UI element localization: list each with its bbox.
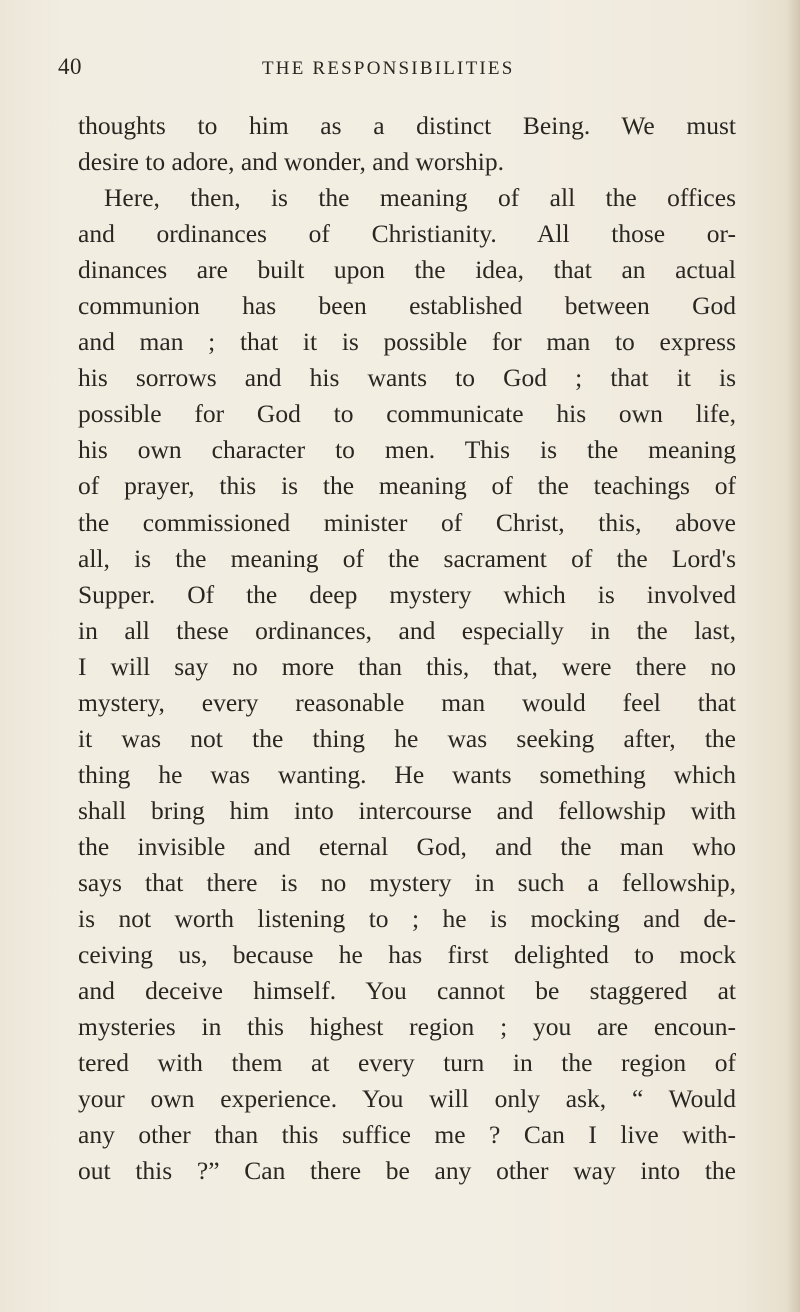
running-head: THE RESPONSIBILITIES — [262, 58, 515, 79]
text-line: any other than this suffice me ? Can I live with- — [78, 1120, 736, 1150]
text-line: your own experience. You will only ask, “ Would — [78, 1084, 736, 1114]
text-line: mysteries in this highest region ; you are encoun- — [78, 1012, 736, 1042]
text-line: all, is the meaning of the sacrament of the Lord's — [78, 543, 736, 573]
text-line: tered with them at every turn in the region of — [78, 1048, 736, 1078]
text-line: Here, then, is the meaning of all the offices — [104, 183, 736, 213]
text-line: the invisible and eternal God, and the man who — [78, 831, 736, 861]
text-line: ceiving us, because he has first delighted to mock — [78, 940, 736, 970]
body-text — [78, 108, 736, 1189]
page-number: 40 — [58, 54, 82, 79]
text-line: shall bring him into intercourse and fellowship with — [78, 795, 736, 825]
text-line: his own character to men. This is the meaning — [78, 435, 736, 465]
text-line: in all these ordinances, and especially in the last, — [78, 615, 736, 645]
text-line: Supper. Of the deep mystery which is involved — [78, 579, 736, 609]
text-line: dinances are built upon the idea, that an actual — [78, 255, 736, 285]
page-header — [58, 54, 748, 88]
text-line: is not worth listening to ; he is mocking and de- — [78, 904, 736, 934]
text-line: possible for God to communicate his own life, — [78, 399, 736, 429]
text-line: out this ?” Can there be any other way into the — [78, 1156, 736, 1186]
text-line: thing he was wanting. He wants something which — [78, 759, 736, 789]
text-line: communion has been established between God — [78, 291, 736, 321]
text-line: the commissioned minister of Christ, this, above — [78, 507, 736, 537]
text-line: mystery, every reasonable man would feel that — [78, 687, 736, 717]
text-line: of prayer, this is the meaning of the teachings of — [78, 471, 736, 501]
text-line: and man ; that it is possible for man to express — [78, 327, 736, 357]
page-edge-shadow — [786, 0, 800, 1312]
text-line: I will say no more than this, that, were there no — [78, 651, 736, 681]
text-line: it was not the thing he was seeking after, the — [78, 723, 736, 753]
text-line: desire to adore, and wonder, and worship. — [78, 147, 504, 177]
text-line: thoughts to him as a distinct Being. We must — [78, 111, 736, 140]
text-line: says that there is no mystery in such a fellowship, — [78, 867, 736, 897]
text-line: and deceive himself. You cannot be staggered at — [78, 976, 736, 1006]
text-line: and ordinances of Christianity. All those or- — [78, 219, 736, 249]
text-line: his sorrows and his wants to God ; that it is — [78, 363, 736, 393]
